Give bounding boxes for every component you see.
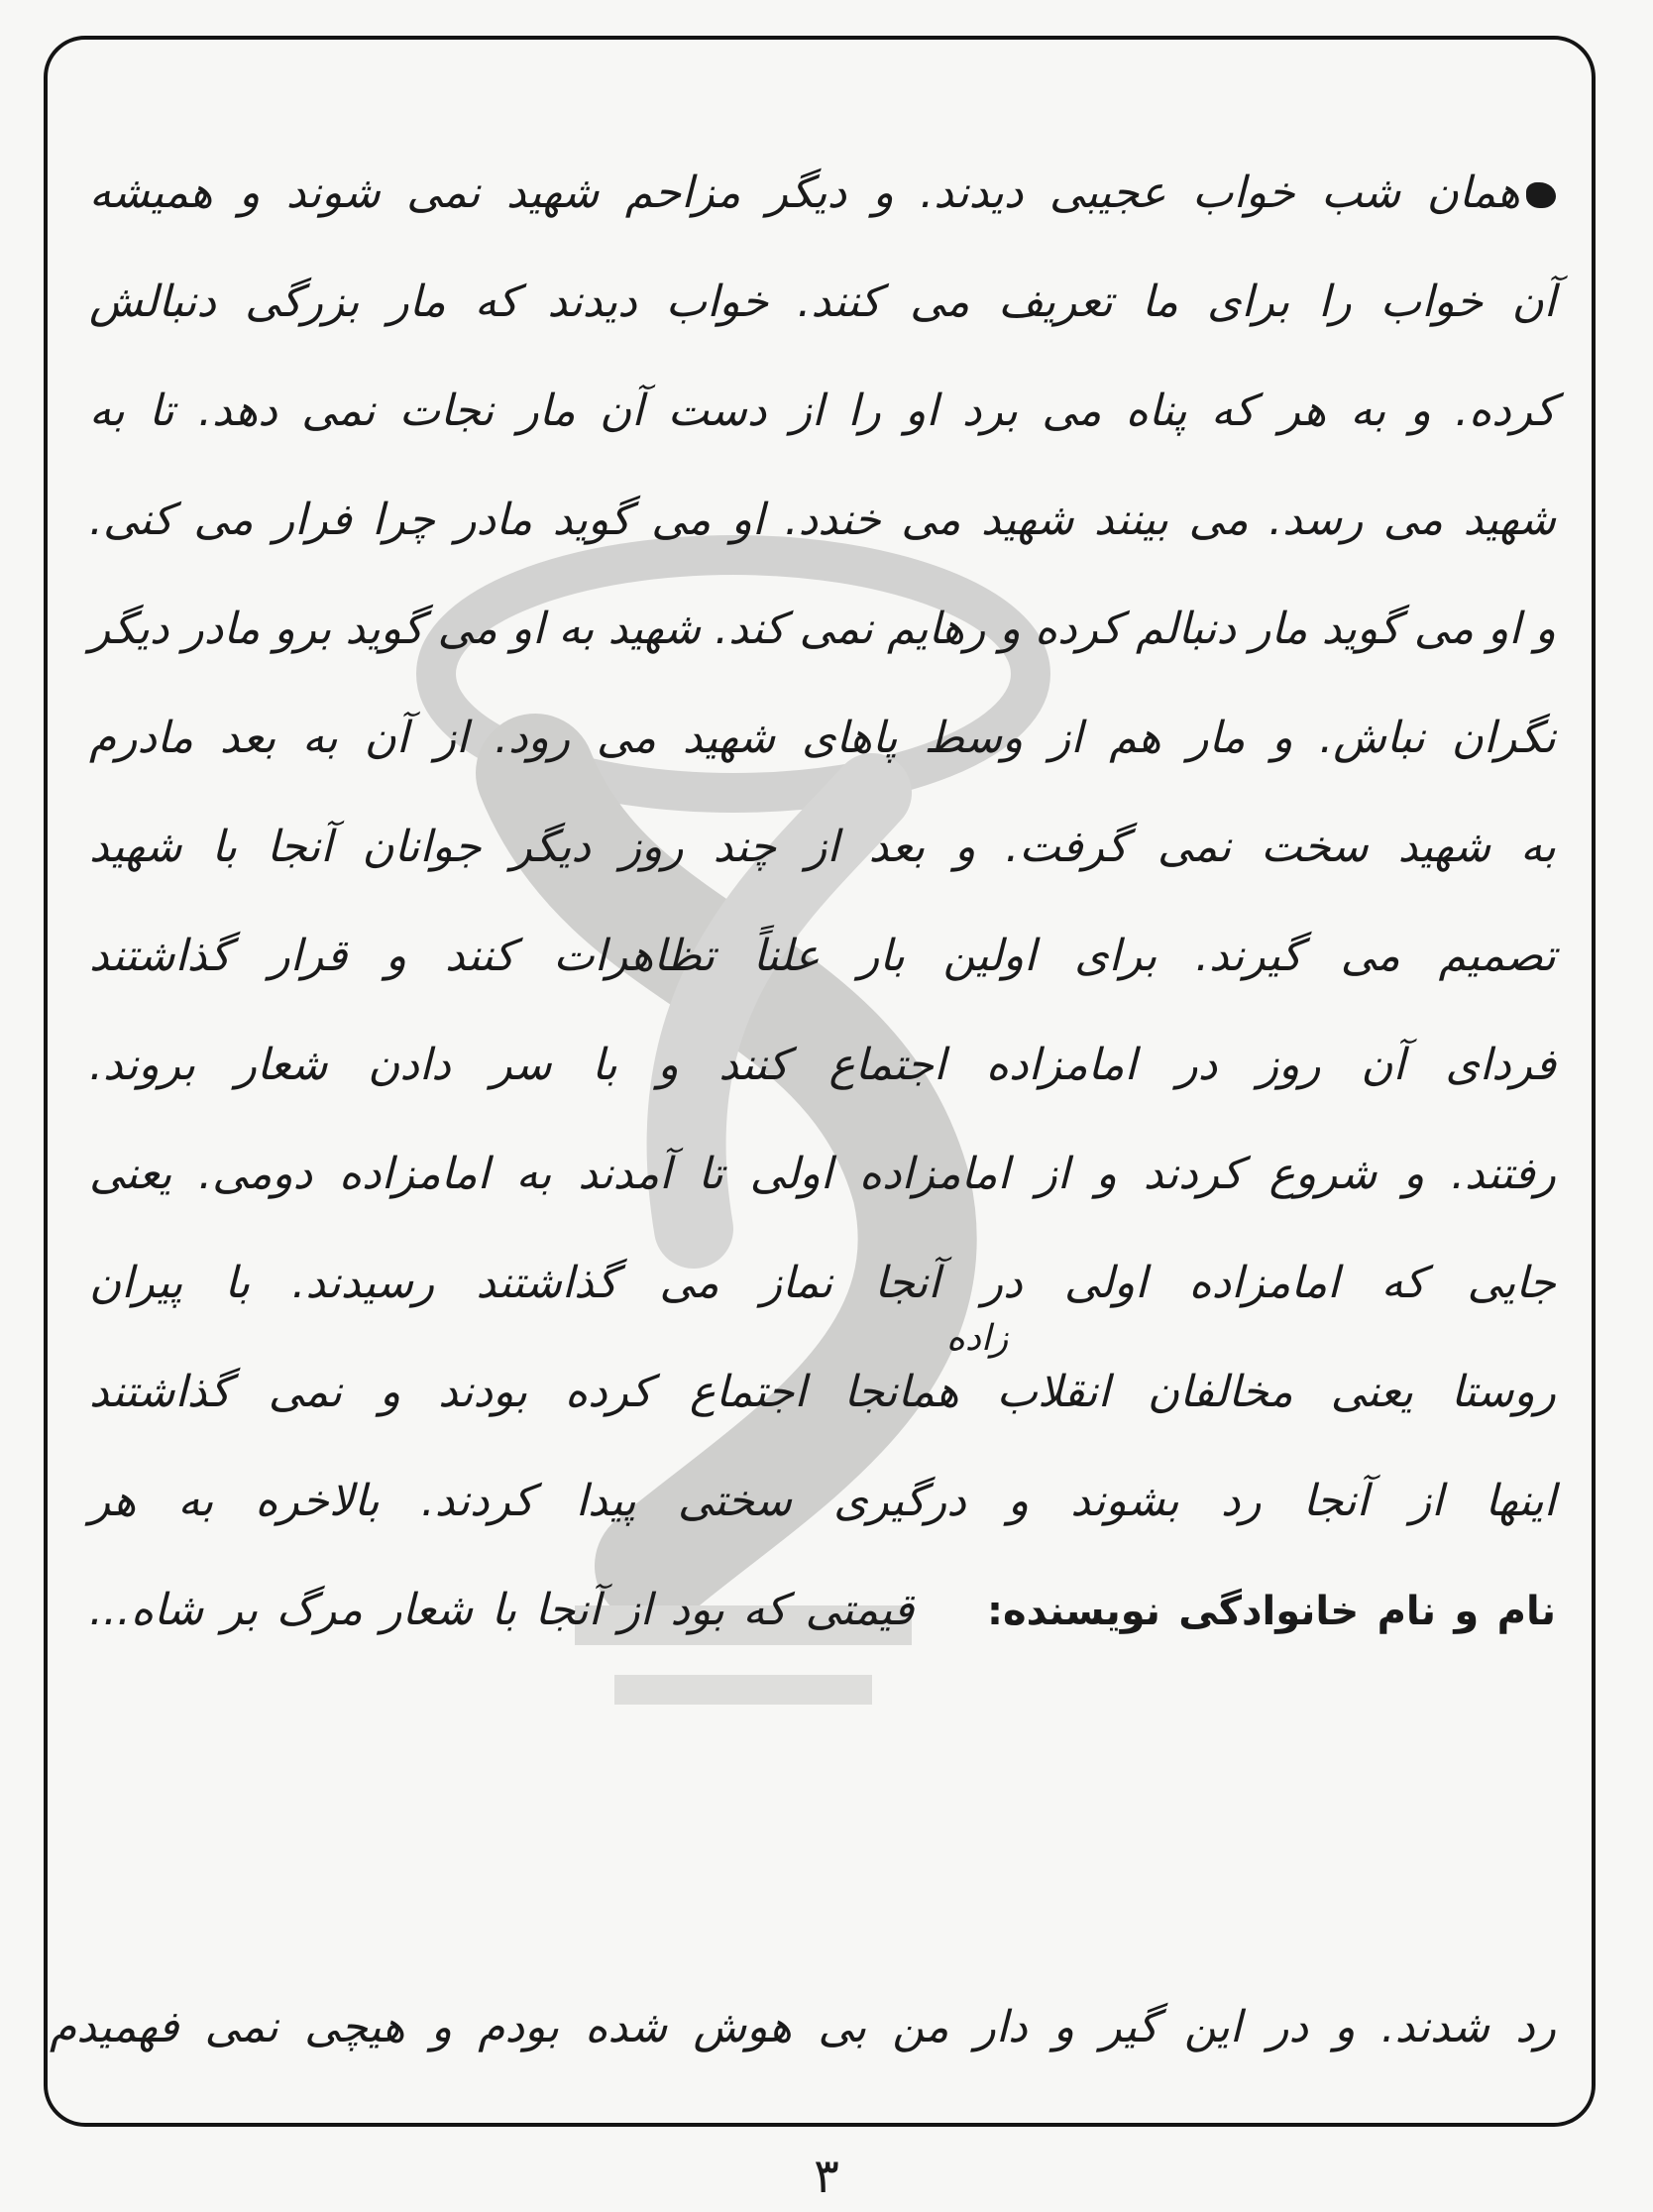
text-line-2: آن خواب را برای ما تعریف می کنند. خواب دیدند که مار بزرگی دنبالش	[89, 276, 1556, 327]
text-line-10: رفتند. و شروع کردند و از امامزاده اولی تا آمدند به امامزاده دومی. یعنی	[89, 1149, 1556, 1199]
handwritten-text-block	[89, 139, 1556, 1665]
text-line-5: و او می گوید مار دنبالم کرده و رهایم نمی کند. شهید به او می گوید برو مادر دیگر	[89, 604, 1556, 654]
text-line-15: رد شدند. و در این گیر و دار من بی هوش شده بودم و هیچی نمی فهمیدم	[50, 2002, 1556, 2052]
text-line-7: به شهید سخت نمی گرفت. و بعد از چند روز دیگر جوانان آنجا با شهید	[89, 822, 1556, 872]
text-line-6: نگران نباش. و مار هم از وسط پاهای شهید می رود. از آن به بعد مادرم	[89, 713, 1556, 763]
text-line-1: همان شب خواب عجیبی دیدند. و دیگر مزاحم شهید نمی شوند و همیشه	[89, 139, 1556, 248]
text-line-8: تصمیم می گیرند. برای اولین بار علناً تظاهرات کنند و قرار گذاشتند	[89, 931, 1556, 981]
interlinear-note: زاده	[946, 1318, 1009, 1359]
page-number: ۳	[814, 2149, 839, 2204]
text-line-14: نام و نام خانوادگی نویسنده: قیمتی که بود از آنجا با شعار مرگ بر شاه...	[89, 1585, 1556, 1635]
text-line-3: کرده. و به هر که پناه می برد او را از دست آن مار نجات نمی دهد. تا به	[89, 386, 1556, 436]
text-line-13: اینها از آنجا رد بشوند و درگیری سختی پیدا کردند. بالاخره به هر	[89, 1476, 1556, 1526]
printed-label: نام و نام خانوادگی نویسنده:	[987, 1589, 1556, 1634]
text-line-12: روستا یعنی مخالفان انقلاب همانجا اجتماع کرده بودند و نمی گذاشتند	[89, 1367, 1556, 1417]
text-line-11: جایی که امامزاده اولی در آنجا نماز می گذاشتند رسیدند. با پیران	[89, 1258, 1556, 1308]
text-line-9: فردای آن روز در امامزاده اجتماع کنند و با سر دادن شعار بروند.	[89, 1040, 1556, 1090]
ink-blot-icon	[1526, 182, 1556, 208]
text-line-4: شهید می رسد. می بینند شهید می خندد. او می گوید مادر چرا فرار می کنی.	[89, 495, 1556, 545]
